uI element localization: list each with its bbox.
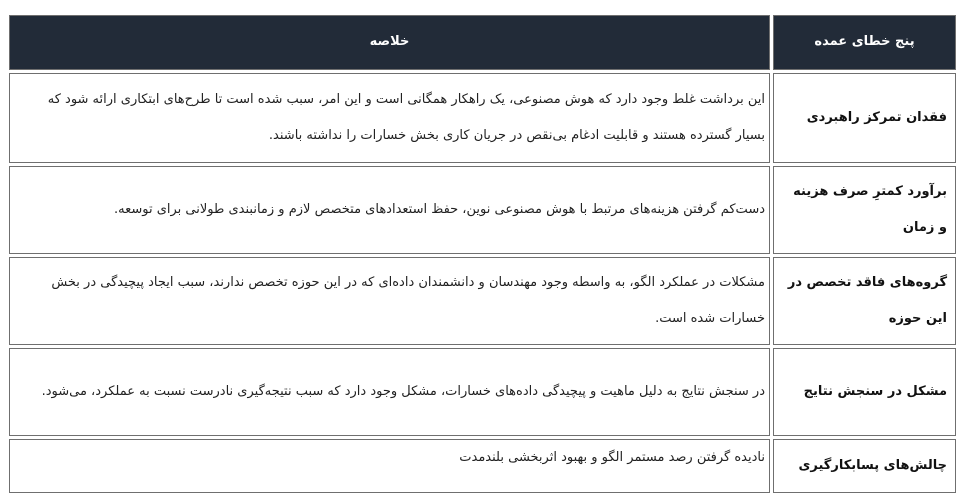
table-row — [9, 166, 956, 254]
row-title: چالش‌های پسابکارگیری — [773, 439, 956, 493]
row-summary: دست‌کم گرفتن هزینه‌های مرتبط با هوش مصنوعی نوین، حفظ استعدادهای متخصص لازم و زمانبندی طولانی برای توسعه. — [9, 166, 770, 254]
row-summary: مشکلات در عملکرد الگو، به واسطه وجود مهندسان و دانشمندان داده‌ای که در این حوزه تخصص ندارند، سبب ایجاد پیچیدگی در بخش خسارات شده است. — [9, 257, 770, 345]
row-title: گروه‌های فاقد تخصص در این حوزه — [773, 257, 956, 345]
table-row — [9, 73, 956, 163]
row-summary: در سنجش نتایج به دلیل ماهیت و پیچیدگی داده‌های خسارات، مشکل وجود دارد که سبب نتیجه‌گیری نادرست نسبت به عملکرد، می‌شود. — [9, 348, 770, 436]
row-title: برآورد کمترِ صرف هزینه و زمان — [773, 166, 956, 254]
content-area — [6, 12, 959, 496]
row-summary: نادیده گرفتن رصد مستمر الگو و بهبود اثربخشی بلندمدت — [9, 439, 770, 493]
table-row — [9, 439, 956, 493]
header-summary: خلاصه — [9, 15, 770, 70]
mistakes-table — [6, 12, 959, 496]
table-row — [9, 257, 956, 345]
row-title: مشکل در سنجش نتایج — [773, 348, 956, 436]
row-summary: این برداشت غلط وجود دارد که هوش مصنوعی، یک راهکار همگانی است و این امر، سبب شده است تا طرح‌های ابتکاری ارائه شود که بسیار گسترده هستند و قابلیت ادغام بی‌نقص در جریان کاری بخش خسارات را نداشته باشند. — [9, 73, 770, 163]
table-header-row — [9, 15, 956, 70]
header-title: پنج خطای عمده — [773, 15, 956, 70]
table-row — [9, 348, 956, 436]
row-title: فقدان تمرکز راهبردی — [773, 73, 956, 163]
